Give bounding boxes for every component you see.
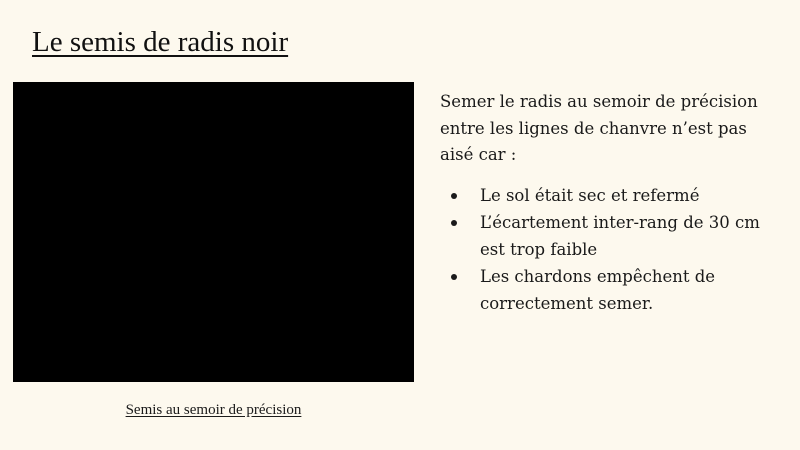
bullet-text: Le sol était sec et refermé — [480, 185, 700, 205]
bullet-item — [440, 263, 780, 317]
bullet-dot-icon — [451, 220, 457, 226]
bullet-text: L’écartement inter-rang de 30 cm est trop faible — [480, 212, 760, 259]
photo-caption: Semis au semoir de précision — [125, 402, 302, 418]
bullet-item — [440, 182, 780, 209]
intro-paragraph: Semer le radis au semoir de précision entre les lignes de chanvre n’est pas aisé car : — [440, 92, 758, 164]
bullet-list — [440, 182, 780, 317]
bullet-dot-icon — [451, 193, 457, 199]
bullet-text: Les chardons empêchent de correctement semer. — [480, 266, 716, 313]
seeding-photo — [13, 82, 414, 382]
slide-body — [440, 89, 780, 317]
bullet-dot-icon — [451, 274, 457, 280]
slide-title: Le semis de radis noir — [32, 26, 289, 58]
bullet-item — [440, 209, 780, 263]
